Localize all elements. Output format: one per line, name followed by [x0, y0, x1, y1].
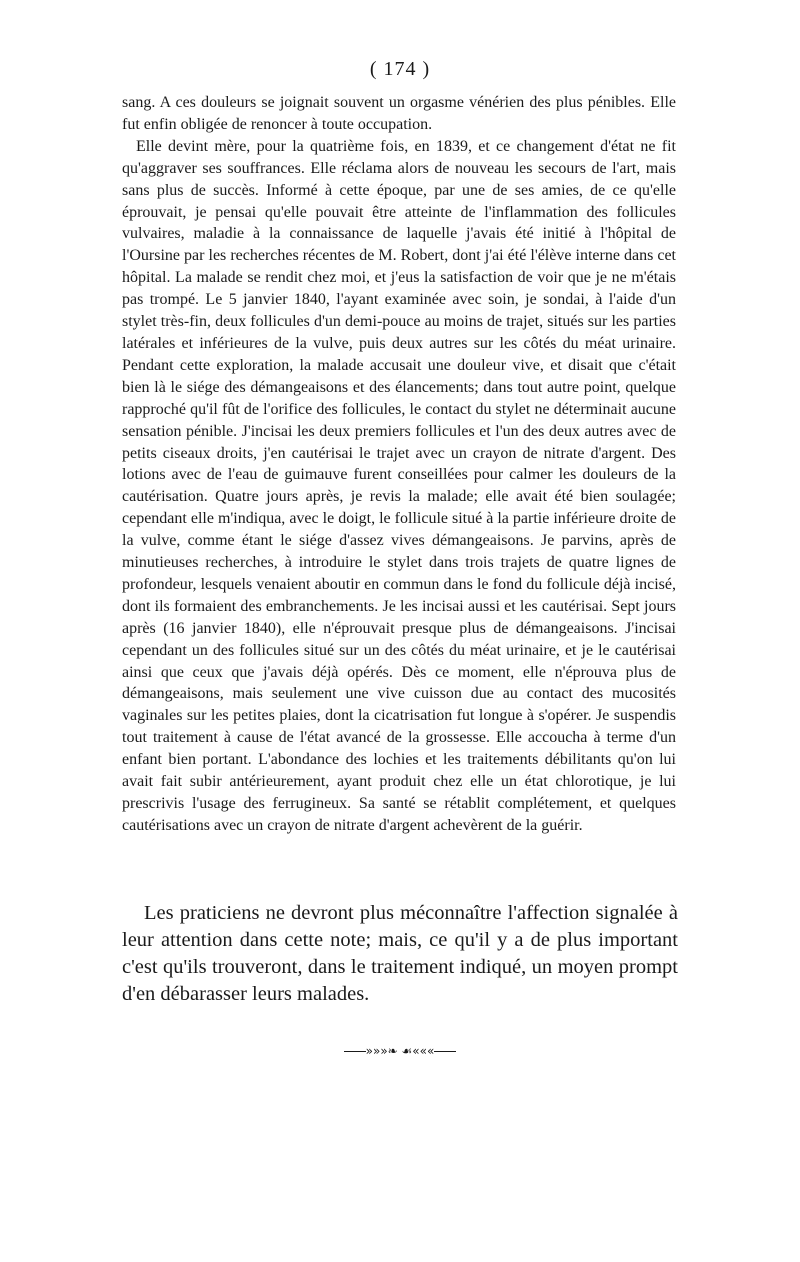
- body-text: [122, 92, 676, 837]
- ornament-rule-right: [434, 1051, 456, 1053]
- paragraph-continuation: sang. A ces douleurs se joignait souvent un orgasme vénérien des plus pénibles. Elle fut enfin obligée de renoncer à toute occupation.: [122, 94, 676, 133]
- ornament-glyphs: »»»❧ ☙«««: [365, 1044, 435, 1058]
- ornament-rule-left: [344, 1051, 366, 1053]
- page-number: ( 174 ): [369, 58, 431, 80]
- end-ornament: [0, 1044, 800, 1058]
- paragraph-case-history: Elle devint mère, pour la quatrième fois, en 1839, et ce changement d'état ne fit qu'aggraver ses souffrances. Elle réclama alors de nouveau les secours de l'art, mais sans plus de succès. Informé à cette époque, par une de ses amies, de ce qu'elle éprouvait, je pensai qu'elle pouvait être atteinte de l'inflammation des follicules vulvaires, maladie à la connaissance de laquelle j'avais été initié à l'hôpital de l'Oursine par les recherches récentes de M. Robert, dont j'ai été l'élève interne dans cet hôpital. La malade se rendit chez moi, et j'eus la satisfaction de voir que je ne m'étais pas trompé. Le 5 janvier 1840, l'ayant examinée avec soin, je sondai, à l'aide d'un stylet très-fin, deux follicules d'un demi-pouce au moins de trajet, situés sur les parties latérales et inférieures de la vulve, puis deux autres sur les côtés du méat urinaire. Pendant cette exploration, la malade accusait une douleur vive, et disait que c'était bien là le siége des démangeaisons et des élancements; dans tout autre point, quelque rapproché qu'il fût de l'orifice des follicules, le contact du stylet ne déterminait aucune sensation pénible. J'incisai les deux premiers follicules et l'un des deux autres avec de petits ciseaux droits, j'en cautérisai le trajet avec un crayon de nitrate d'argent. Des lotions avec de l'eau de guimauve furent conseillées pour calmer les douleurs de la cautérisation. Quatre jours après, je revis la malade; elle avait été bien soulagée; cependant elle m'indiqua, avec le doigt, le follicule situé à la partie inférieure droite de la vulve, comme étant le siége d'assez vives démangeaisons. Je parvins, après de minutieuses recherches, à introduire le stylet dans trois trajets de quatre lignes de profondeur, lesquels venaient aboutir en commun dans le fond du follicule déjà incisé, dont ils formaient des embranchements. Je les incisai aussi et les cautérisai. Sept jours après (16 janvier 1840), elle n'éprouvait presque plus de démangeaisons. J'incisai cependant un des follicules situé sur un des côtés du méat urinaire, et je le cautérisai ainsi que ceux que j'avais déjà opérés. Dès ce moment, elle n'éprouva plus de démangeaisons, mais seulement une vive cuisson due au contact des mucosités vaginales sur les petites plaies, dont la cicatrisation fut longue à s'opérer. Je suspendis tout traitement à cause de l'état avancé de la grossesse. Elle accoucha à terme d'un enfant bien portant. L'abondance des lochies et les traitements débilitants qu'on lui avait fait subir antérieurement, ayant produit chez elle un état chlorotique, je lui prescrivis l'usage des ferrugineux. Sa santé se rétablit complétement, et quelques cautérisations avec un crayon de nitrate d'argent achevèrent de la guérir.: [122, 137, 676, 834]
- conclusion-paragraph: Les praticiens ne devront plus méconnaître l'affection signalée à leur attention dans cette note; mais, ce qu'il y a de plus important c'est qu'ils trouveront, dans le traitement indiqué, un moyen prompt d'en débarasser leurs malades.: [122, 902, 678, 1005]
